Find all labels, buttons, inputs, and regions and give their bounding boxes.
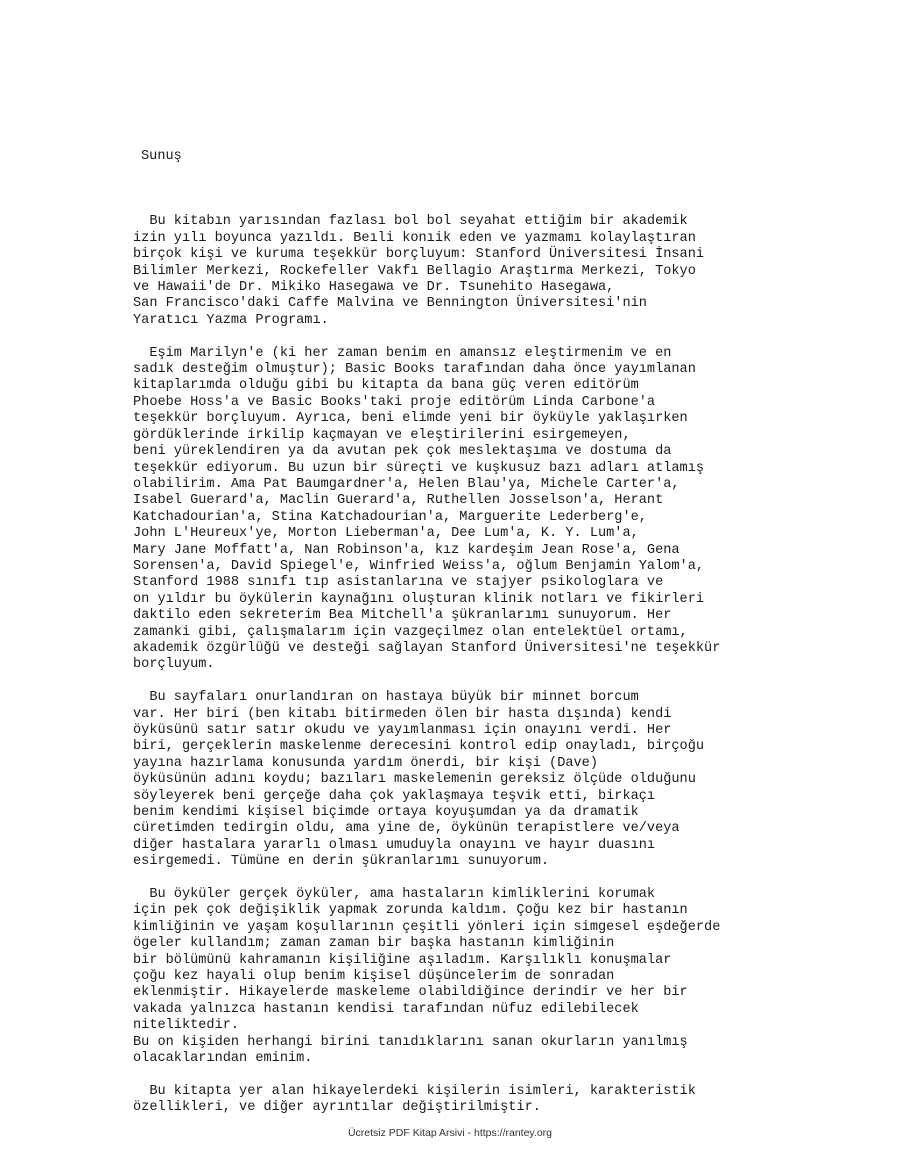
text-line: bir bölümünü kahramanın kişiliğine aşıladım. Karşılıklı konuşmalar bbox=[133, 952, 672, 968]
text-line: Katchadourian'a, Stina Katchadourian'a, Marguerite Lederberg'e, bbox=[133, 509, 647, 525]
text-line: olacaklarından eminim. bbox=[133, 1051, 313, 1067]
text-line: Yaratıcı Yazma Programı. bbox=[133, 312, 329, 328]
text-line: biri, gerçeklerin maskelenme derecesini kontrol edip onayladı, birçoğu bbox=[133, 739, 705, 755]
text-line: on yıldır bu öykülerin kaynağını oluşturan klinik notları ve fikirleri bbox=[133, 591, 705, 607]
text-line: öyküsünü satır satır okudu ve yayımlanması için onayını verdi. Her bbox=[133, 722, 672, 738]
text-line: yayına hazırlama konusunda yardım önerdi, bir kişi (Dave) bbox=[133, 755, 598, 771]
text-line: cüretimden tedirgin oldu, ama yine de, öykünün terapistlere ve/veya bbox=[133, 821, 680, 837]
paragraph bbox=[133, 887, 873, 1067]
paragraphs-container bbox=[133, 214, 873, 1116]
text-line: Bu kitapta yer alan hikayelerdeki kişilerin isimleri, karakteristik bbox=[133, 1083, 696, 1099]
text-line: söyleyerek beni gerçeğe daha çok yaklaşmaya teşvik etti, birkaçı bbox=[133, 788, 656, 804]
footer-link-text[interactable]: Ücretsiz PDF Kitap Arsivi - https://rantey.org bbox=[347, 1127, 553, 1139]
text-line: Bu kitabın yarısından fazlası bol bol seyahat ettiğim bir akademik bbox=[133, 214, 688, 230]
text-line: daktilo eden sekreterim Bea Mitchell'a şükranlarımı sunuyorum. Her bbox=[133, 608, 672, 624]
text-line: teşekkür ediyorum. Bu uzun bir süreçti ve kuşkusuz bazı adları atlamış bbox=[133, 460, 705, 476]
text-line: birçok kişi ve kuruma teşekkür borçluyum: Stanford Üniversitesi İnsani bbox=[133, 247, 705, 263]
text-line: benim kendimi kişisel biçimde ortaya koyuşumdan ya da dramatik bbox=[133, 805, 639, 821]
text-line: Bu on kişiden herhangi birini tanıdıklarını sanan okurların yanılmış bbox=[133, 1034, 688, 1050]
text-line: vakada yalnızca hastanın kendisi tarafından nüfuz edilebilecek bbox=[133, 1001, 639, 1017]
text-line: kitaplarımda olduğu gibi bu kitapta da bana güç veren editörüm bbox=[133, 378, 639, 394]
text-line: Stanford 1988 sınıfı tıp asistanlarına ve stajyer psikologlara ve bbox=[133, 575, 664, 591]
text-line: özellikleri, ve diğer ayrıntılar değiştirilmiştir. bbox=[133, 1100, 541, 1116]
paragraph bbox=[133, 214, 873, 329]
text-line: Sorensen'a, David Spiegel'e, Winfried Weiss'a, oğlum Benjamin Yalom'a, bbox=[133, 558, 705, 574]
text-line: Eşim Marilyn'e (ki her zaman benim en amansız eleştirmenim ve en bbox=[133, 345, 672, 361]
text-line: borçluyum. bbox=[133, 657, 215, 673]
paragraph bbox=[133, 690, 873, 870]
text-line: Phoebe Hoss'a ve Basic Books'taki proje editörüm Linda Carbone'a bbox=[133, 394, 656, 410]
text-line: eklenmiştir. Hikayelerde maskeleme olabildiğince derindir ve her bir bbox=[133, 985, 688, 1001]
text-line: gördüklerinde irkilip kaçmayan ve eleştirilerini esirgemeyen, bbox=[133, 427, 631, 443]
text-line: Mary Jane Moffatt'a, Nan Robinson'a, kız kardeşim Jean Rose'a, Gena bbox=[133, 542, 680, 558]
text-line: öyküsünün adını koydu; bazıları maskelemenin gereksiz ölçüde olduğunu bbox=[133, 772, 696, 788]
page-title: Sunuş bbox=[141, 148, 182, 164]
text-line: olabilirim. Ama Pat Baumgardner'a, Helen Blau'ya, Michele Carter'a, bbox=[133, 476, 680, 492]
text-line: çoğu kez hayali olup benim kişisel düşüncelerim de sonradan bbox=[133, 969, 615, 985]
text-line: için pek çok değişiklik yapmak zorunda kaldım. Çoğu kez bir hastanın bbox=[133, 903, 688, 919]
text-line: zamanki gibi, çalışmalarım için vazgeçilmez olan entelektüel ortamı, bbox=[133, 624, 688, 640]
text-line: San Francisco'daki Caffe Malvina ve Bennington Üniversitesi'nin bbox=[133, 296, 647, 312]
text-line: niteliktedir. bbox=[133, 1018, 240, 1034]
text-line: teşekkür borçluyum. Ayrıca, beni elimde yeni bir öyküyle yaklaşırken bbox=[133, 411, 688, 427]
text-line: esirgemedi. Tümüne en derin şükranlarımı sunuyorum. bbox=[133, 854, 550, 870]
text-line: Bu sayfaları onurlandıran on hastaya büyük bir minnet borcum bbox=[133, 690, 639, 706]
text-line: ögeler kullandım; zaman zaman bir başka hastanın kimliğinin bbox=[133, 936, 615, 952]
text-line: Isabel Guerard'a, Maclin Guerard'a, Ruthellen Josselson'a, Herant bbox=[133, 493, 664, 509]
paragraph bbox=[133, 346, 873, 674]
text-line: akademik özgürlüğü ve desteği sağlayan Stanford Üniversitesi'ne teşekkür bbox=[133, 640, 721, 656]
text-line: izin yılı boyunca yazıldı. Beıli konıik eden ve yazmamı kolaylaştıran bbox=[133, 230, 696, 246]
paragraph bbox=[133, 1084, 873, 1117]
text-line: ve Hawaii'de Dr. Mikiko Hasegawa ve Dr. Tsunehito Hasegawa, bbox=[133, 280, 615, 296]
text-line: beni yüreklendiren ya da avutan pek çok meslektaşıma ve dostuma da bbox=[133, 444, 672, 460]
text-line: John L'Heureux'ye, Morton Lieberman'a, Dee Lum'a, K. Y. Lum'a, bbox=[133, 526, 639, 542]
text-line: Bilimler Merkezi, Rockefeller Vakfı Bellagio Araştırma Merkezi, Tokyo bbox=[133, 263, 696, 279]
text-line: diğer hastalara yararlı olması umuduyla onayını ve hayır duasını bbox=[133, 837, 656, 853]
text-line: var. Her biri (ben kitabı bitirmeden ölen bir hasta dışında) kendi bbox=[133, 706, 672, 722]
text-line: sadık desteğim olmuştur); Basic Books tarafından daha önce yayımlanan bbox=[133, 362, 696, 378]
text-line: kimliğinin ve yaşam koşullarının çeşitli yönleri için simgesel eşdeğerde bbox=[133, 919, 721, 935]
text-line: Bu öyküler gerçek öyküler, ama hastaların kimliklerini korumak bbox=[133, 887, 656, 903]
document-body bbox=[133, 116, 873, 1166]
